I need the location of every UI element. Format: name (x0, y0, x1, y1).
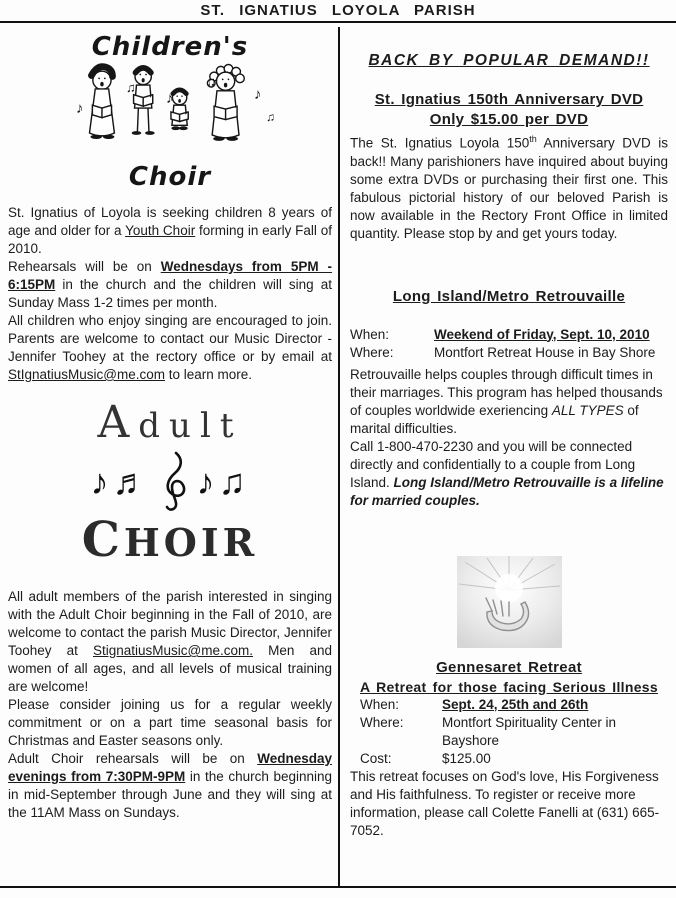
music-email-text: StignatiusMusic@me.com. (93, 643, 254, 658)
adult-rehearsal-paragraph (8, 750, 332, 822)
singing-children-illustration (8, 62, 332, 160)
music-note-icon: ♪ (166, 90, 174, 107)
paragraph-text: Men and women of all ages, and all levels of musical training are welcome! (8, 643, 332, 694)
adult-choir-clipart-subtitle: CHOIR (81, 512, 259, 568)
gennesaret-subheading: A Retreat for those facing Serious Illness (360, 678, 658, 695)
all-types-italic-text: ALL TYPES (551, 402, 624, 418)
retrouvaille-where-value: Montfort Retreat House in Bay Shore (434, 344, 656, 360)
where-value-line2: Bayshore (442, 732, 500, 748)
paragraph-text: Rehearsals will be on (8, 259, 161, 274)
adult-commitment-paragraph: Please consider joining us for a regular weekly commitment or on a part time seasonal basis for Christmas and Easter seasons only. (8, 697, 332, 748)
youth-choir-underlined-text: Youth Choir (125, 223, 196, 238)
music-note-icon: ♫ (206, 74, 216, 89)
dvd-paragraph (350, 130, 668, 243)
ordinal-superscript: th (529, 134, 537, 144)
gennesaret-paragraph: This retreat focuses on God's love, His Forgiveness and His faithfulness. To register or receive more information, please call Colette Fanelli at (631) 665-7052. (350, 768, 660, 838)
adult-choir-clipart-title: Adult (97, 397, 243, 448)
gennesaret-when-value: Sept. 24, 25th and 26th (442, 696, 589, 712)
treble-clef-icon (161, 450, 189, 514)
adult-rehearsal-time-text: Wednesday evenings from 7:30PM-9PM (8, 751, 332, 784)
when-label: When: (350, 326, 390, 342)
retrouvaille-call-paragraph (350, 438, 668, 510)
page-title: ST. IGNATIUS LOYOLA PARISH (200, 2, 476, 19)
children-choir-clipart-title: Children's (91, 32, 249, 62)
paragraph-text: to learn more. (165, 367, 253, 382)
gennesaret-where-row (350, 714, 668, 750)
retrouvaille-paragraph (350, 366, 668, 438)
where-label: Where: (360, 714, 404, 730)
rehearsal-time-text: Wednesdays from 5PM - 6:15PM (8, 259, 332, 292)
gennesaret-details (350, 696, 668, 768)
children-choir-clipart (8, 32, 332, 192)
retrouvaille-lifeline-text: Long Island/Metro Retrouvaille is a lifeline for married couples. (350, 474, 664, 508)
dvd-heading-line2: Only $15.00 per DVD (429, 111, 589, 128)
when-label: When: (360, 696, 400, 712)
music-notes-icon: ♪♫ (196, 461, 250, 502)
paragraph-text: St. Ignatius of Loyola is seeking children 8 years of age and older for a (8, 205, 332, 238)
cost-label: Cost: (360, 750, 392, 766)
music-notes-icon: ♪♬ (90, 461, 153, 502)
retrouvaille-heading: Long Island/Metro Retrouvaille (392, 287, 626, 305)
open-hand-light-image (457, 556, 562, 648)
music-note-icon: ♫ (126, 80, 136, 95)
paragraph-text: in the church and the children will sing at Sunday Mass 1-2 times per month. (8, 277, 332, 310)
retrouvaille-when-value: Weekend of Friday, Sept. 10, 2010 (434, 326, 650, 342)
paragraph-text: Call 1-800-470-2230 and you will be connected directly and confidentially to a couple from Long Island. (350, 438, 636, 490)
paragraph-text: Anniversary DVD is back!! Many parishioners have inquired about buying some extra DVDs or purchasing their first one. This fabulous pictorial history of our beloved Parish is now available in the Rectory Front Office in limited quantity. Please stop by and get yours today. (350, 135, 668, 241)
column-divider-line (338, 27, 340, 886)
music-note-icon: ♫ (266, 110, 275, 124)
gennesaret-heading: Gennesaret Retreat (436, 658, 582, 676)
singing-children-drawing (55, 62, 285, 158)
gennesaret-cost-value: $125.00 (442, 750, 491, 766)
youth-choir-paragraph (8, 204, 332, 258)
music-email-text: StIgnatiusMusic@me.com (8, 367, 166, 382)
rehearsal-paragraph (8, 258, 332, 312)
paragraph-text: of marital difficulties. (350, 402, 639, 436)
where-label: Where: (350, 344, 394, 360)
music-notes-row (8, 447, 332, 517)
back-by-popular-demand-banner: BACK BY POPULAR DEMAND!! (368, 52, 650, 69)
children-choir-clipart-subtitle: Choir (128, 162, 212, 192)
left-column (8, 27, 332, 822)
gennesaret-where-value (442, 714, 616, 750)
gennesaret-cost-row (350, 750, 668, 768)
paragraph-text: Adult Choir rehearsals will be on (8, 751, 258, 766)
gennesaret-when-row (350, 696, 668, 714)
dvd-heading-line1: St. Ignatius 150th Anniversary DVD (374, 91, 644, 108)
paragraph-text: forming in early Fall of 2010. (8, 223, 332, 256)
adult-choir-paragraph (8, 588, 332, 696)
paragraph-text: The St. Ignatius Loyola 150 (350, 135, 530, 151)
paragraph-text: All adult members of the parish interested in singing with the Adult Choir beginning in the Fall of 2010, are welcome to contact the parish Music Director, Jennifer Toohey at (8, 589, 332, 658)
paragraph-text: All children who enjoy singing are encouraged to join. Parents are welcome to contact our Music Director - Jennifer Toohey at the rectory office or by email at (8, 313, 332, 364)
adult-choir-clipart (8, 397, 332, 568)
music-note-icon: ♪ (254, 86, 262, 103)
retrouvaille-where-row (350, 344, 668, 362)
header-divider-line (0, 21, 676, 23)
right-column (350, 27, 668, 840)
bottom-divider-line (0, 886, 676, 888)
music-note-icon: ♪ (76, 100, 84, 117)
paragraph-text: Retrouvaille helps couples through difficult times in their marriages. This program has helped thousands of couples worldwide exeriencing (350, 366, 663, 418)
open-hand-light-drawing (457, 556, 562, 648)
where-value-line1: Montfort Spirituality Center in (442, 714, 617, 730)
paragraph-text: in the church beginning in mid-September through June and they will sing at the 11AM Mass on Sundays. (8, 769, 332, 820)
retrouvaille-when-row (350, 326, 668, 344)
children-contact-paragraph (8, 312, 332, 384)
